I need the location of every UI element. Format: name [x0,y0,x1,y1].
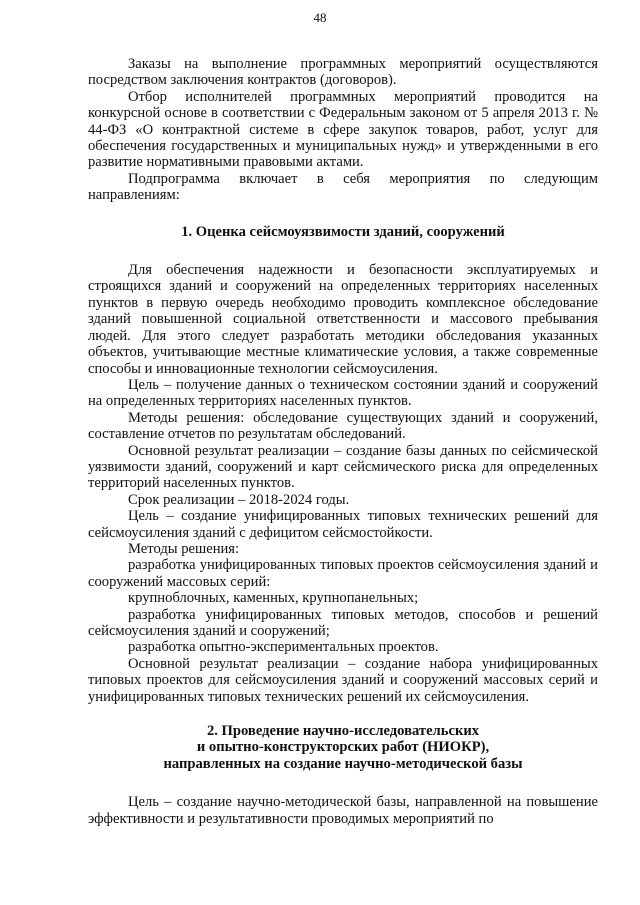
section-2-heading-line-1: 2. Проведение научно-исследовательских [206,723,480,740]
section-1-paragraph: разработка опытно-экспериментальных проектов. [128,639,439,656]
document-body [88,56,598,827]
section-1-paragraph: Цель – создание унифицированных типовых технических решений для сейсмоусиления зданий с дефицитом сейсмостойкости. [88,508,598,541]
section-1-paragraph: разработка унифицированных типовых методов, способов и решений сейсмоусиления зданий и сооружений; [88,606,598,639]
section-1-paragraph: крупноблочных, каменных, крупнопанельных; [128,590,419,607]
section-1-paragraph: Основной результат реализации – создание базы данных по сейсмической уязвимости зданий, сооружений и карт сейсмического риска для определенных территорий населенных пунктов. [88,442,598,492]
page-number: 48 [313,10,327,25]
section-1-paragraph: Цель – получение данных о техническом состоянии зданий и сооружений на определенных территориях населенных пунктов. [88,376,598,410]
section-2-heading-line-3: направленных на создание научно-методической базы [163,755,523,772]
section-1-paragraph: Для обеспечения надежности и безопасности эксплуатируемых и строящихся зданий и сооружений на определенных территориях населенных пунктов в первую очередь необходимо проводить комплексное обследование зданий повышенной социальной ответственности и массового пребывания людей. Для этого следует разработать методики обследования указанных объектов, учитывающие местные климатические условия, а также современные способы и инновационные технологии сейсмоусиления. [88,262,598,377]
section-1-paragraph: Срок реализации – 2018-2024 годы. [128,491,350,508]
paragraph-selection: Отбор исполнителей программных мероприятий проводится на конкурсной основе в соответствии с Федеральным законом от 5 апреля 2013 г. № 44-ФЗ «О контрактной системе в сфере закупок товаров, работ, услуг для обеспечения государственных и муниципальных нужд» и утвержденными в его развитие нормативными правовыми актами. [88,88,598,171]
section-1-paragraph: разработка унифицированных типовых проектов сейсмоусиления зданий и сооружений массовых серий: [88,557,598,590]
section-1-paragraph: Основной результат реализации – создание набора унифицированных типовых проектов для сейсмоусиления зданий и сооружений массовых серий и унифицированных типовых технических решений их сейсмоусиления. [88,655,598,705]
section-2-heading-line-2: и опытно-конструкторских работ (НИОКР), [196,739,490,756]
paragraph-subprogram: Подпрограмма включает в себя мероприятия по следующим направлениям: [88,170,598,204]
section-1-paragraph: Методы решения: обследование существующих зданий и сооружений, составление отчетов по результатам обследований. [88,409,598,443]
paragraph-contracts: Заказы на выполнение программных мероприятий осуществляются посредством заключения контрактов (договоров). [88,56,598,89]
section-1-paragraph: Методы решения: [128,540,240,557]
section-2-paragraph: Цель – создание научно-методической базы, направленной на повышение эффективности и результативности проводимых мероприятий по [88,794,598,827]
section-1-heading: 1. Оценка сейсмоуязвимости зданий, сооружений [181,223,505,240]
